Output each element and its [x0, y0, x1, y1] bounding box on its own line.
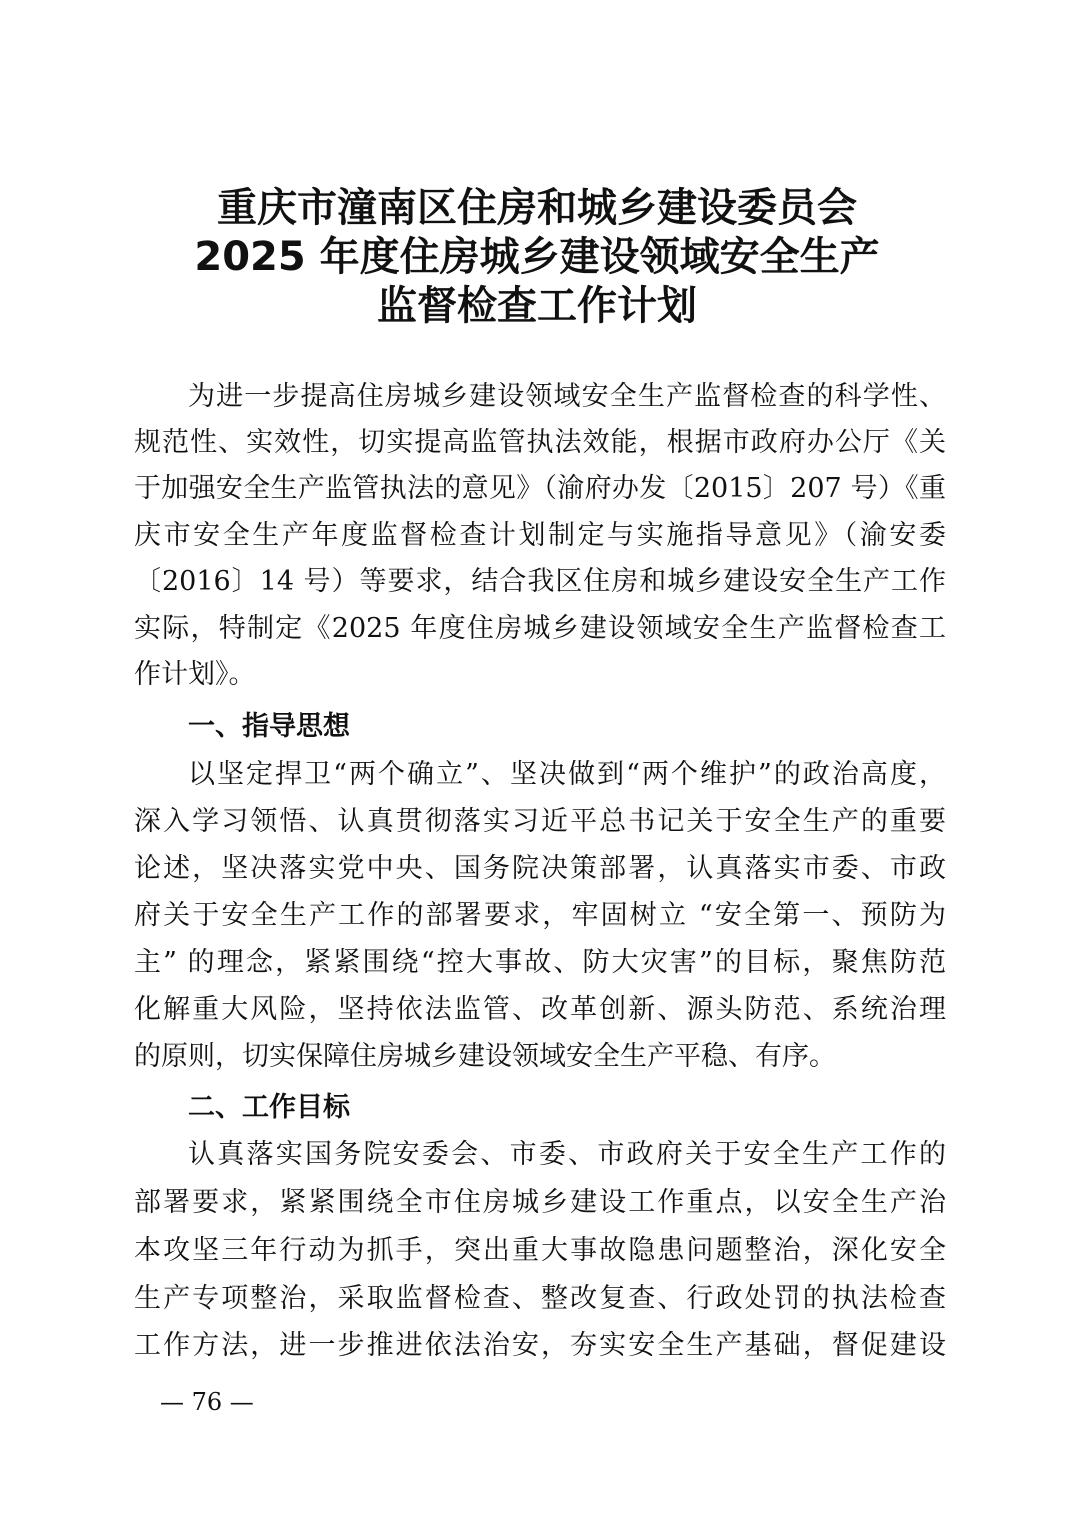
- section2-line: 工作方法，进一步推进依法治安，夯实安全生产基础，督促建设: [134, 1330, 946, 1361]
- section1-line: 化解重大风险，坚持依法监管、改革创新、源头防范、系统治理: [134, 994, 946, 1025]
- intro-line: 规范性、实效性，切实提高监管执法效能，根据市政府办公厅《关: [134, 427, 946, 458]
- intro-line: 作计划》。: [134, 659, 256, 690]
- page-number: — 76 —: [160, 1388, 254, 1416]
- intro-line: 为进一步提高住房城乡建设领域安全生产监督检查的科学性、: [188, 381, 946, 412]
- section2-line: 本攻坚三年行动为抓手，突出重大事故隐患问题整治，深化安全: [134, 1235, 946, 1266]
- section2-line: 认真落实国务院安委会、市委、市政府关于安全生产工作的: [188, 1139, 946, 1170]
- title-line-1: 重庆市潼南区住房和城乡建设委员会: [217, 185, 857, 231]
- intro-line: 于加强安全生产监管执法的意见》（渝府办发〔2015〕207 号）《重: [134, 473, 946, 504]
- section1-line: 深入学习领悟、认真贯彻落实习近平总书记关于安全生产的重要: [134, 806, 946, 837]
- section1-line: 府关于安全生产工作的部署要求，牢固树立 “安全第一、预防为: [134, 900, 946, 931]
- title-line-2: 2025 年度住房城乡建设领域安全生产: [194, 234, 880, 280]
- intro-line: 实际，特制定《2025 年度住房城乡建设领域安全生产监督检查工: [134, 613, 946, 644]
- section2-line: 部署要求，紧紧围绕全市住房城乡建设工作重点，以安全生产治: [134, 1187, 946, 1218]
- intro-line: 〔2016〕14 号）等要求，结合我区住房和城乡建设安全生产工作: [134, 566, 946, 597]
- section-heading-guiding-ideology: 一、指导思想: [188, 711, 350, 742]
- section-heading-work-objectives: 二、工作目标: [188, 1092, 350, 1123]
- section1-line: 主” 的理念，紧紧围绕“控大事故、防大灾害”的目标，聚焦防范: [134, 947, 946, 978]
- section1-line: 论述，坚决落实党中央、国务院决策部署，认真落实市委、市政: [134, 853, 946, 884]
- section2-line: 生产专项整治，采取监督检查、整改复查、行政处罚的执法检查: [134, 1283, 946, 1314]
- section1-line: 的原则，切实保障住房城乡建设领域安全生产平稳、有序。: [134, 1041, 836, 1072]
- section1-line: 以坚定捍卫“两个确立”、坚决做到“两个维护”的政治高度，: [188, 759, 946, 790]
- intro-line: 庆市安全生产年度监督检查计划制定与实施指导意见》（渝安委: [134, 520, 946, 551]
- title-line-3: 监督检查工作计划: [377, 283, 697, 329]
